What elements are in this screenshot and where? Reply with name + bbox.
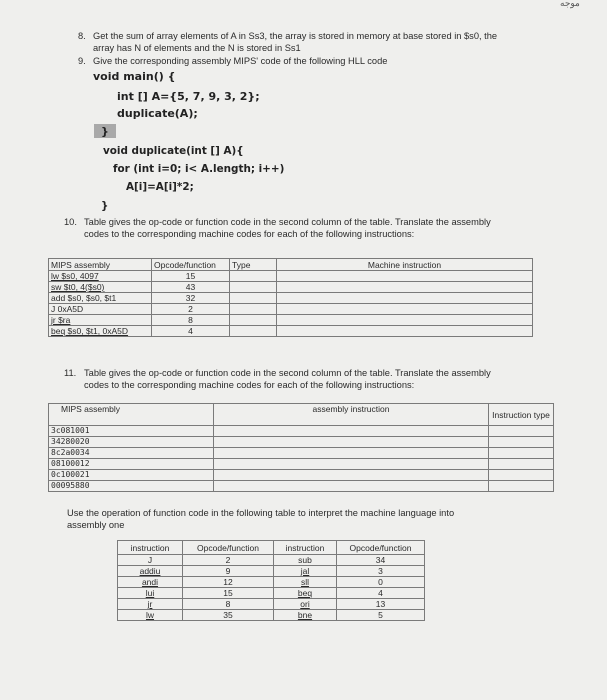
q10-code-cell: 15 [152, 271, 230, 282]
q11-asm-cell [214, 426, 489, 437]
opcode-cell: lw [118, 610, 183, 621]
q10-type-cell [230, 271, 277, 282]
table-row [49, 481, 554, 492]
q8-text-line1: Get the sum of array elements of A in Ss3, the array is stored in memory at base stored in $s0, the [93, 31, 498, 41]
opcode-cell: beq [274, 588, 337, 599]
opcode-cell: 13 [337, 599, 425, 610]
table-row [118, 555, 425, 566]
code-line-assign: A[i]=A[i]*2; [126, 181, 194, 193]
q10-header-machine: Machine instruction [277, 259, 533, 271]
q10-machine-cell [277, 315, 533, 326]
q11-hex-cell: 3c081001 [49, 426, 214, 437]
q10-header-type: Type [230, 259, 277, 271]
q11-type-cell [489, 481, 554, 492]
q11-header-instruction: assembly instruction [214, 404, 489, 426]
code-line-array: int [] A={5, 7, 9, 3, 2}; [117, 90, 260, 103]
opcode-cell: 15 [183, 588, 274, 599]
q9-text: Give the corresponding assembly MIPS' code of the following HLL code [93, 56, 388, 66]
opcode-cell: J [118, 555, 183, 566]
q10-text-line2: codes to the corresponding machine codes for each of the following instructions: [84, 229, 415, 239]
q11-asm-cell [214, 470, 489, 481]
q11-header-asm: MIPS assembly [49, 404, 214, 426]
q10-code-cell: 8 [152, 315, 230, 326]
q10-header-opcode: Opcode/function [152, 259, 230, 271]
q11-hex-cell: 0c100021 [49, 470, 214, 481]
opcode-cell: 9 [183, 566, 274, 577]
q10-type-cell [230, 326, 277, 337]
q12-text-line1: Use the operation of function code in the following table to interpret the machine language into [67, 508, 455, 518]
q11-type-cell [489, 437, 554, 448]
code-line-main: void main() { [93, 70, 176, 83]
opcode-cell: 35 [183, 610, 274, 621]
opcode-cell: addiu [118, 566, 183, 577]
table-row [49, 326, 533, 337]
q10-asm-cell: sw $t0, 4($s0) [49, 282, 152, 293]
table-row [49, 293, 533, 304]
q10-table [48, 258, 533, 337]
q10-number: 10. [64, 217, 77, 227]
q11-text-line2: codes to the corresponding machine codes for each of the following instructions: [84, 380, 415, 390]
table-row [49, 459, 554, 470]
opcode-cell: 8 [183, 599, 274, 610]
q11-text-line1: Table gives the op-code or function code in the second column of the table. Translate the assembly [84, 368, 491, 378]
q10-type-cell [230, 293, 277, 304]
opcode-cell: 5 [337, 610, 425, 621]
corner-mark: موجه [560, 0, 580, 8]
q10-machine-cell [277, 293, 533, 304]
opcode-cell: lui [118, 588, 183, 599]
q10-code-cell: 32 [152, 293, 230, 304]
q10-text-line1: Table gives the op-code or function code in the second column of the table. Translate the assembly [84, 217, 491, 227]
opcode-header: instruction [274, 541, 337, 555]
q11-table [48, 403, 554, 492]
q10-machine-cell [277, 271, 533, 282]
opcode-header: Opcode/function [183, 541, 274, 555]
q10-code-cell: 43 [152, 282, 230, 293]
q10-asm-cell: jr $ra [49, 315, 152, 326]
opcode-cell: bne [274, 610, 337, 621]
opcode-cell: sub [274, 555, 337, 566]
q10-machine-cell [277, 304, 533, 315]
q10-code-cell: 4 [152, 326, 230, 337]
q11-hex-cell: 8c2a0034 [49, 448, 214, 459]
opcode-cell: 0 [337, 577, 425, 588]
q11-asm-cell [214, 448, 489, 459]
q8-text-line2: array has N of elements and the N is stored in Ss1 [93, 43, 301, 53]
code-line-for: for (int i=0; i< A.length; i++) [113, 163, 285, 175]
q10-type-cell [230, 304, 277, 315]
q11-type-cell [489, 470, 554, 481]
q11-asm-cell [214, 437, 489, 448]
q8-number: 8. [78, 31, 86, 41]
opcode-cell: jal [274, 566, 337, 577]
q11-hex-cell: 00095880 [49, 481, 214, 492]
q9-number: 9. [78, 56, 86, 66]
table-row [49, 315, 533, 326]
code-line-close-dup: } [101, 200, 109, 212]
q10-type-cell [230, 282, 277, 293]
q12-text-line2: assembly one [67, 520, 125, 530]
q10-type-cell [230, 315, 277, 326]
opcode-header-row [118, 541, 425, 555]
q10-code-cell: 2 [152, 304, 230, 315]
code-line-duplicate: void duplicate(int [] A){ [103, 145, 244, 157]
table-row [118, 588, 425, 599]
table-row [49, 470, 554, 481]
q11-header-row [49, 404, 554, 426]
code-line-close-main: } [101, 125, 109, 138]
q10-asm-cell: beq $s0, $t1, 0xA5D [49, 326, 152, 337]
table-row [49, 437, 554, 448]
opcode-cell: 4 [337, 588, 425, 599]
q11-type-cell [489, 426, 554, 437]
opcode-header: instruction [118, 541, 183, 555]
table-row [49, 426, 554, 437]
opcode-cell: ori [274, 599, 337, 610]
q11-number: 11. [64, 368, 77, 378]
opcode-cell: jr [118, 599, 183, 610]
q11-header-type: Instruction type [489, 404, 554, 426]
opcode-header: Opcode/function [337, 541, 425, 555]
opcode-table [117, 540, 425, 621]
q11-hex-cell: 34280020 [49, 437, 214, 448]
opcode-cell: andi [118, 577, 183, 588]
opcode-cell: 2 [183, 555, 274, 566]
q10-asm-cell: J 0xA5D [49, 304, 152, 315]
q11-type-cell [489, 459, 554, 470]
table-row [49, 271, 533, 282]
opcode-cell: sll [274, 577, 337, 588]
q10-asm-cell: add $s0, $s0, $t1 [49, 293, 152, 304]
q11-asm-cell [214, 459, 489, 470]
q11-asm-cell [214, 481, 489, 492]
code-line-call: duplicate(A); [117, 107, 198, 120]
table-row [49, 448, 554, 459]
q10-header-row [49, 259, 533, 271]
q10-machine-cell [277, 326, 533, 337]
table-row [118, 566, 425, 577]
table-row [49, 304, 533, 315]
q10-asm-cell: lw $s0, 4097 [49, 271, 152, 282]
q11-hex-cell: 08100012 [49, 459, 214, 470]
opcode-cell: 3 [337, 566, 425, 577]
opcode-cell: 34 [337, 555, 425, 566]
opcode-cell: 12 [183, 577, 274, 588]
q10-machine-cell [277, 282, 533, 293]
table-row [118, 610, 425, 621]
table-row [118, 599, 425, 610]
table-row [118, 577, 425, 588]
q11-type-cell [489, 448, 554, 459]
q10-header-asm: MIPS assembly [49, 259, 152, 271]
table-row [49, 282, 533, 293]
